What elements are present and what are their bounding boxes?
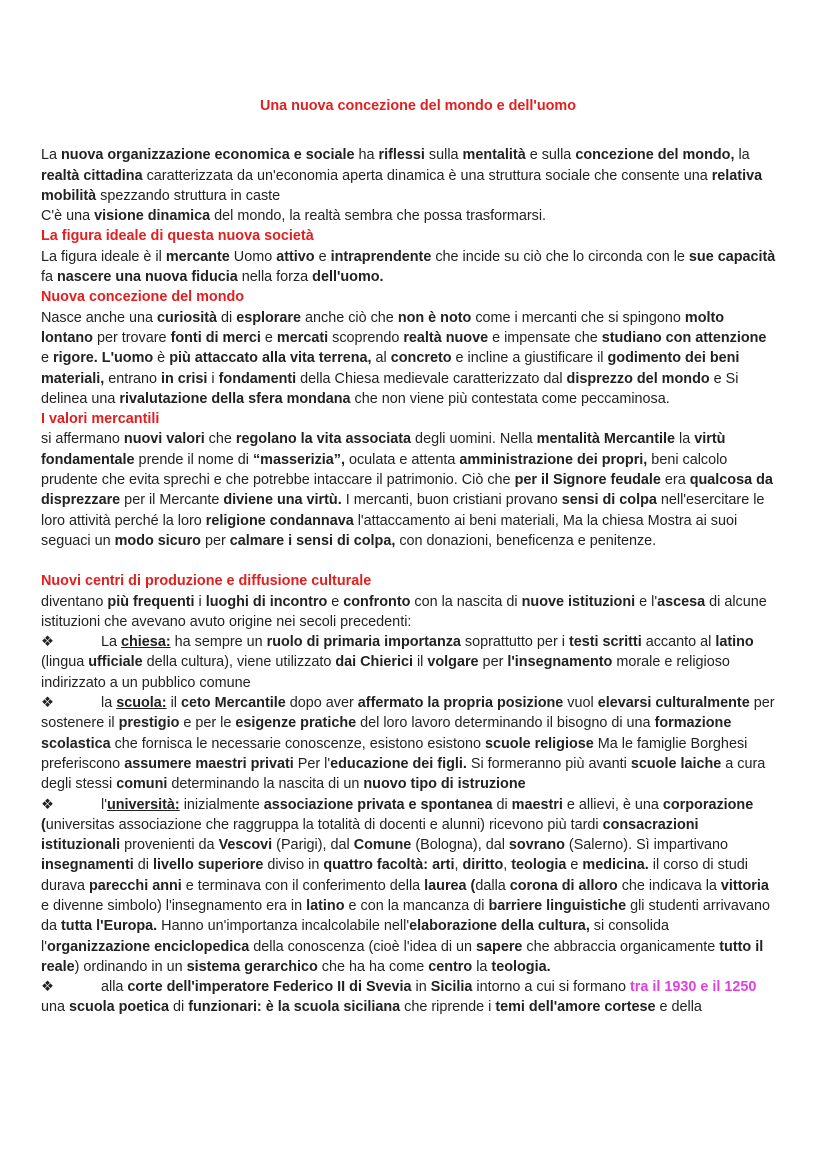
text-run: I mercanti, buon cristiani provano xyxy=(341,492,562,509)
diamond-bullet-icon: ❖ xyxy=(41,634,54,651)
text-run: ) ordinando in un xyxy=(74,958,187,975)
emphasis-run: scuola poetica xyxy=(69,999,169,1016)
emphasis-run: comuni xyxy=(116,776,168,793)
emphasis-run: corte dell'imperatore Federico II di Svevia xyxy=(127,979,412,996)
emphasis-run: teologia xyxy=(511,857,567,874)
text-run: ha xyxy=(354,147,379,164)
emphasis-run: mentalità Mercantile xyxy=(536,431,676,448)
text-run: e incline a giustificare il xyxy=(451,350,608,367)
emphasis-run: mercante xyxy=(165,248,230,265)
text-run: i xyxy=(194,593,206,610)
emphasis-run: diviene una virtù. xyxy=(223,492,342,509)
emphasis-run: tutta l'Europa. xyxy=(61,918,158,935)
emphasis-run: sistema gerarchico xyxy=(186,958,318,975)
text-run: e della xyxy=(655,999,702,1016)
emphasis-run: attivo xyxy=(276,248,315,265)
text-run: di xyxy=(133,857,153,874)
emphasis-run: vittoria xyxy=(720,877,769,894)
emphasis-run: nuova organizzazione economica e sociale xyxy=(61,147,355,164)
emphasis-run: parecchi anni xyxy=(89,877,182,894)
emphasis-run: affermato la propria posizione xyxy=(357,695,564,712)
text-run: C'è una xyxy=(41,208,95,225)
emphasis-run: religione condannava xyxy=(205,512,354,529)
text-run: che indicava la xyxy=(617,877,721,894)
emphasis-run: realtà nuove xyxy=(403,329,489,346)
text-run: che ha ha come xyxy=(317,958,429,975)
text-run: Uomo xyxy=(229,248,277,265)
text-run: della cultura), viene utilizzato xyxy=(142,654,336,671)
text-run: l' xyxy=(101,796,107,813)
heading-valori-mercantili: I valori mercantili xyxy=(41,411,160,428)
emphasis-run: elaborazione della cultura, xyxy=(409,918,590,935)
emphasis-run: medicina. xyxy=(582,857,649,874)
text-run: e allievi, è una xyxy=(562,796,663,813)
emphasis-run: L'uomo xyxy=(101,350,154,367)
text-run: che abbraccia organicamente xyxy=(522,938,720,955)
text-run: il xyxy=(412,654,428,671)
emphasis-run: sensi di colpa xyxy=(561,492,657,509)
text-run: e per le xyxy=(179,715,236,732)
text-run: caratterizzata da un'economia aperta dinamica è una struttura sociale che consente una xyxy=(142,167,712,184)
text-run: vuol xyxy=(563,695,598,712)
emphasis-run: livello superiore xyxy=(152,857,264,874)
emphasis-run: mentalità xyxy=(462,147,526,164)
emphasis-run: nuovi valori xyxy=(123,431,205,448)
emphasis-run: dai Chierici xyxy=(335,654,413,671)
emphasis-run: temi dell'amore cortese xyxy=(495,999,656,1016)
emphasis-run: barriere linguistiche xyxy=(488,897,627,914)
paragraph-intro-2 xyxy=(41,206,777,226)
text-run: alla xyxy=(101,979,128,996)
text-run: diventano xyxy=(41,593,108,610)
bullet-scuola xyxy=(41,693,777,794)
text-run: per sostenere il xyxy=(41,695,775,732)
emphasis-run: scuole laiche xyxy=(630,755,722,772)
spacer xyxy=(41,551,777,571)
emphasis-run: virtù fondamentale xyxy=(41,431,726,468)
emphasis-run: sovrano xyxy=(508,837,565,854)
text-run: intorno a cui si formano xyxy=(472,979,630,996)
paragraph-figura-ideale xyxy=(41,247,777,288)
paragraph-intro xyxy=(41,145,777,206)
text-run: a cura degli stessi xyxy=(41,755,766,793)
text-run: di xyxy=(217,309,237,326)
text-run: soprattutto per i xyxy=(460,634,569,651)
text-run: di xyxy=(168,999,189,1016)
text-run: (Bologna), dal xyxy=(411,837,509,854)
emphasis-run: relativa mobilità xyxy=(41,167,763,204)
emphasis-run: l'insegnamento xyxy=(507,654,613,671)
text-run: la xyxy=(675,431,695,448)
text-run: nell'esercitare le loro attività perché la loro xyxy=(41,492,765,529)
emphasis-run: nuovo tipo di istruzione xyxy=(363,776,526,793)
emphasis-run: regolano la vita associata xyxy=(235,431,412,448)
text-run: diviso in xyxy=(263,857,324,874)
emphasis-run: ruolo di primaria importanza xyxy=(266,634,461,651)
emphasis-run: nuove istituzioni xyxy=(521,593,636,610)
text-run: e terminava con il conferimento della xyxy=(181,877,425,894)
emphasis-run: università: xyxy=(106,796,180,813)
text-run: che incide su ciò che lo circonda con le xyxy=(431,248,689,265)
text-run: , xyxy=(454,857,463,874)
emphasis-run: formazione scolastica xyxy=(41,715,732,752)
emphasis-run: realtà cittadina xyxy=(41,167,143,184)
text-run: e impensate che xyxy=(488,329,602,346)
text-run: La figura ideale è il xyxy=(41,248,166,265)
emphasis-run: Comune xyxy=(353,837,412,854)
text-run: entrano xyxy=(104,370,162,387)
text-run: che non viene più contestata come peccaminosa. xyxy=(350,390,670,407)
text-run: e xyxy=(327,593,344,610)
emphasis-run: corona di alloro xyxy=(509,877,618,894)
emphasis-run: amministrazione dei propri, xyxy=(459,451,648,468)
text-run: e con la mancanza di xyxy=(344,897,489,914)
diamond-bullet-icon: ❖ xyxy=(41,979,54,996)
text-run: la xyxy=(734,147,750,164)
text-run: si consolida l' xyxy=(41,918,670,955)
text-run: il xyxy=(166,695,181,712)
emphasis-run: associazione privata e spontanea xyxy=(263,796,493,813)
emphasis-run: concezione del mondo, xyxy=(575,147,735,164)
text-run: Nasce anche una xyxy=(41,309,158,326)
text-run: e xyxy=(314,248,331,265)
paragraph-valori-mercantili xyxy=(41,429,777,551)
text-run: la xyxy=(472,958,492,975)
text-run: e xyxy=(260,329,277,346)
emphasis-run: teologia. xyxy=(491,958,551,975)
text-run: Ma le famiglie Borghesi preferiscono xyxy=(41,735,748,772)
text-run: , xyxy=(503,857,512,874)
text-run: si affermano xyxy=(41,431,124,448)
emphasis-run: ufficiale xyxy=(88,654,143,671)
emphasis-run: intraprendente xyxy=(330,248,432,265)
emphasis-run: maestri xyxy=(511,796,563,813)
bullet-corte-federico xyxy=(41,977,777,1018)
text-run: della conoscenza (cioè l'idea di un xyxy=(249,938,477,955)
emphasis-run: Vescovi xyxy=(218,837,273,854)
emphasis-run: sapere xyxy=(476,938,523,955)
emphasis-run: laurea ( xyxy=(424,877,476,894)
emphasis-run: godimento dei beni materiali, xyxy=(41,350,740,387)
emphasis-run: funzionari: è la scuola siciliana xyxy=(188,999,401,1016)
bullet-chiesa xyxy=(41,632,777,693)
emphasis-run: molto lontano xyxy=(41,309,725,346)
text-run: dopo aver xyxy=(285,695,358,712)
emphasis-run: per il Signore feudale xyxy=(514,472,661,489)
text-run: la xyxy=(101,695,117,712)
emphasis-run: in crisi xyxy=(161,370,208,387)
emphasis-run: consacrazioni istituzionali xyxy=(41,816,699,854)
text-run: gli studenti arrivavano da xyxy=(41,897,771,935)
text-run: di xyxy=(492,796,512,813)
text-run: l'attaccamento ai beni materiali, Ma la chiesa Mostra ai suoi seguaci un xyxy=(41,512,738,549)
text-run: del mondo, la realtà sembra che possa trasformarsi. xyxy=(210,208,547,225)
emphasis-run: scuole religiose xyxy=(484,735,594,752)
emphasis-run: corporazione ( xyxy=(41,796,754,833)
text-run: in xyxy=(411,979,431,996)
heading-nuovi-centri: Nuovi centri di produzione e diffusione culturale xyxy=(41,573,372,590)
emphasis-run: nascere una nuova fiducia xyxy=(57,269,238,286)
text-run: per xyxy=(478,654,508,671)
bullet-text xyxy=(41,797,770,975)
text-run: universitas associazione che raggruppa la totalità di docenti e alunni) ricevono più tardi xyxy=(45,816,603,833)
emphasis-run: fondamenti xyxy=(218,370,297,387)
emphasis-run: testi scritti xyxy=(568,634,642,651)
text-run: sulla xyxy=(424,147,463,164)
emphasis-run: “masserizia”, xyxy=(252,451,345,468)
text-run: (Parigi), dal xyxy=(272,837,354,854)
text-run: Si formeranno più avanti xyxy=(466,755,631,772)
text-run: il corso di studi durava xyxy=(41,857,748,894)
emphasis-run: visione dinamica xyxy=(94,208,211,225)
paragraph-nuova-concezione xyxy=(41,308,777,409)
emphasis-run: concreto xyxy=(390,350,452,367)
text-run: che riprende i xyxy=(400,999,496,1016)
emphasis-run: calmare i sensi di colpa, xyxy=(229,532,396,549)
text-run: e divenne simbolo) l'insegnamento era in xyxy=(41,897,307,914)
text-run: nella forza xyxy=(237,269,313,286)
emphasis-run: più attaccato alla vita terrena, xyxy=(169,350,372,367)
text-run: (lingua xyxy=(41,654,89,671)
text-run: spezzando struttura in caste xyxy=(96,187,281,204)
text-run: determinando la nascita di un xyxy=(167,776,364,793)
paragraph-nuovi-centri xyxy=(41,592,777,633)
text-run: e xyxy=(566,857,583,874)
emphasis-run: non è noto xyxy=(397,309,472,326)
heading-figura-ideale: La figura ideale di questa nuova società xyxy=(41,228,314,245)
text-run: una xyxy=(41,999,70,1016)
text-run: accanto al xyxy=(641,634,716,651)
text-run: è xyxy=(153,350,170,367)
emphasis-run: confronto xyxy=(343,593,411,610)
text-run: era xyxy=(660,472,690,489)
text-run: anche ciò che xyxy=(301,309,398,326)
emphasis-run: latino xyxy=(715,634,754,651)
emphasis-run: modo sicuro xyxy=(114,532,201,549)
emphasis-run: sue capacità xyxy=(688,248,776,265)
text-run: scoprendo xyxy=(328,329,404,346)
emphasis-run: disprezzo del mondo xyxy=(566,370,710,387)
emphasis-run: luoghi di incontro xyxy=(205,593,328,610)
text-run: al xyxy=(371,350,391,367)
emphasis-run: rivalutazione della sfera mondana xyxy=(119,390,351,407)
text-run: e sulla xyxy=(525,147,576,164)
text-run: per trovare xyxy=(92,329,171,346)
bullet-text xyxy=(41,695,775,792)
heading-nuova-concezione: Nuova concezione del mondo xyxy=(41,289,245,306)
text-run: Per l' xyxy=(293,755,331,772)
emphasis-run: ceto Mercantile xyxy=(181,695,286,712)
text-run: e Si delinea una xyxy=(41,370,739,407)
diamond-bullet-icon: ❖ xyxy=(41,695,54,712)
emphasis-run: qualcosa da disprezzare xyxy=(41,472,773,509)
bullet-text xyxy=(41,634,754,691)
text-run: fa xyxy=(41,269,57,286)
emphasis-run: riflessi xyxy=(378,147,425,164)
text-run: i xyxy=(207,370,219,387)
text-run: (Salerno). Sì impartivano xyxy=(564,837,729,854)
emphasis-run: tra il 1930 e il 1250 xyxy=(629,979,757,996)
emphasis-run: latino xyxy=(306,897,345,914)
emphasis-run: diritto xyxy=(462,857,504,874)
text-run: beni calcolo prudente che evita sprechi e che potrebbe intaccare il patrimonio. Ciò che xyxy=(41,451,728,489)
emphasis-run: fonti di merci xyxy=(170,329,261,346)
text-run: La xyxy=(41,147,62,164)
text-run: inizialmente xyxy=(179,796,264,813)
text-run: per xyxy=(200,532,230,549)
emphasis-run: volgare xyxy=(427,654,479,671)
bullet-text xyxy=(41,979,756,1015)
emphasis-run: dell'uomo. xyxy=(312,269,384,286)
emphasis-run: assumere maestri privati xyxy=(124,755,294,772)
emphasis-run: insegnamenti xyxy=(41,857,134,874)
emphasis-run: centro xyxy=(428,958,473,975)
emphasis-run: mercati xyxy=(276,329,329,346)
text-run: di alcune istituzioni che avevano avuto origine nei secoli precedenti: xyxy=(41,593,767,630)
text-run: morale e religioso indirizzato a un pubblico comune xyxy=(41,654,730,691)
emphasis-run: chiesa: xyxy=(121,634,171,651)
text-run: con donazioni, beneficenza e penitenze. xyxy=(395,532,657,549)
emphasis-run: esplorare xyxy=(236,309,301,326)
text-run: ha sempre un xyxy=(170,634,267,651)
text-run: come i mercanti che si spingono xyxy=(471,309,685,326)
emphasis-run: studiano con attenzione xyxy=(601,329,767,346)
emphasis-run: esigenze pratiche xyxy=(235,715,357,732)
text-run: prende il nome di xyxy=(134,451,253,468)
diamond-bullet-icon: ❖ xyxy=(41,796,54,813)
text-run: che fornisca le necessarie conoscenze, esistono esistono xyxy=(110,735,485,752)
bullet-universita xyxy=(41,795,777,978)
text-run: dalla xyxy=(475,877,510,894)
text-run: per il Mercante xyxy=(120,492,224,509)
text-run: che xyxy=(204,431,236,448)
emphasis-run: prestigio xyxy=(118,715,180,732)
emphasis-run: più frequenti xyxy=(107,593,195,610)
emphasis-run: tutto il reale xyxy=(41,938,764,975)
text-run: oculata e attenta xyxy=(344,451,460,468)
text-run: del loro lavoro determinando il bisogno di una xyxy=(356,715,655,732)
text-run: con la nascita di xyxy=(410,593,522,610)
text-run: e l' xyxy=(635,593,658,610)
text-run: degli uomini. Nella xyxy=(411,431,537,448)
emphasis-run: quattro facoltà: arti xyxy=(323,857,455,874)
text-run: della Chiesa medievale caratterizzato dal xyxy=(296,370,567,387)
document-title: Una nuova concezione del mondo e dell'uomo xyxy=(259,98,577,114)
text-run: Hanno un'importanza incalcolabile nell' xyxy=(157,918,410,935)
emphasis-run: ascesa xyxy=(657,593,706,610)
text-run: La xyxy=(101,634,122,651)
text-run: e xyxy=(41,350,54,367)
text-run: provenienti da xyxy=(120,837,219,854)
emphasis-run: educazione dei figli. xyxy=(330,755,467,772)
emphasis-run: curiosità xyxy=(157,309,217,326)
emphasis-run: organizzazione enciclopedica xyxy=(46,938,250,955)
emphasis-run: Sicilia xyxy=(430,979,473,996)
emphasis-run: rigore. xyxy=(53,350,98,367)
emphasis-run: scuola: xyxy=(116,695,167,712)
document-page xyxy=(41,96,777,1018)
emphasis-run: elevarsi culturalmente xyxy=(597,695,750,712)
